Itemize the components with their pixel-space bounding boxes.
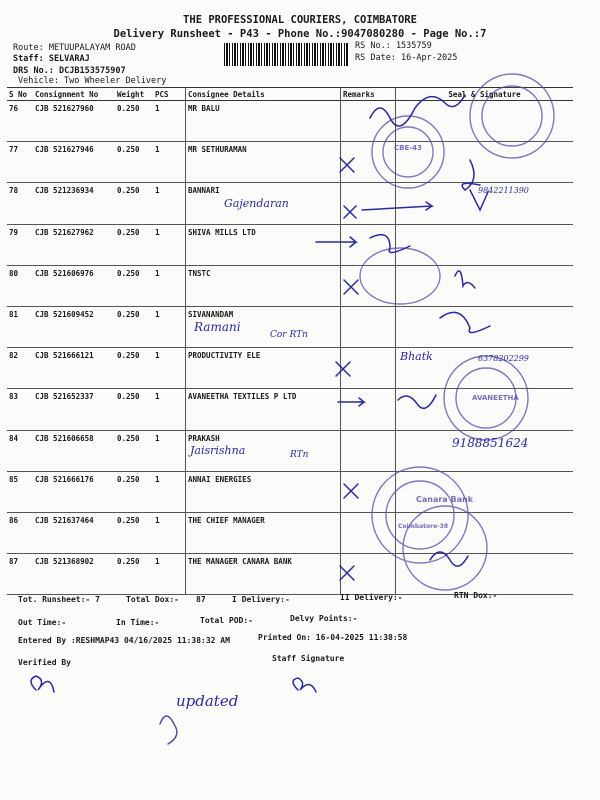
row-consignee: PRODUCTIVITY ELE bbox=[186, 348, 341, 389]
row-pcs: 1 bbox=[153, 554, 186, 595]
row-weight: 0.250 bbox=[115, 348, 153, 389]
row-consignment: CJB 521637464 bbox=[33, 512, 115, 553]
remark-arrow-79 bbox=[316, 237, 356, 247]
signature-76 bbox=[370, 95, 465, 126]
row-weight: 0.250 bbox=[115, 101, 153, 142]
row-consignment: CJB 521666176 bbox=[33, 471, 115, 512]
signature-80 bbox=[455, 271, 475, 288]
handwriting-row82-phone: 6378202299 bbox=[478, 354, 529, 363]
drs-number: DRS No.: DCJB153575907 bbox=[13, 66, 126, 76]
ink-blot bbox=[160, 716, 177, 744]
row-sno: 78 bbox=[7, 183, 33, 224]
remark-arrow-83 bbox=[338, 398, 364, 406]
row-consignment: CJB 521609452 bbox=[33, 306, 115, 347]
handwriting-row81: Ramani bbox=[194, 320, 241, 334]
rs-number: RS No.: 1535759 bbox=[355, 41, 432, 51]
row-weight: 0.250 bbox=[115, 224, 153, 265]
handwriting-row82: Bhatk bbox=[400, 350, 433, 363]
row-consignment: CJB 521627960 bbox=[33, 101, 115, 142]
row-consignee: TNSTC bbox=[186, 265, 341, 306]
row-sno: 83 bbox=[7, 389, 33, 430]
row-weight: 0.250 bbox=[115, 471, 153, 512]
row-consignee: THE MANAGER CANARA BANK bbox=[186, 554, 341, 595]
tot-runsheet: Tot. Runsheet:- 7 bbox=[18, 595, 100, 604]
handwriting-row78: Gajendaran bbox=[224, 197, 289, 210]
remark-x-80 bbox=[344, 280, 358, 294]
row-weight: 0.250 bbox=[115, 183, 153, 224]
row-sno: 86 bbox=[7, 512, 33, 553]
total-pod: Total POD:- bbox=[200, 616, 253, 625]
row-consignee: SIVANANDAM bbox=[186, 306, 341, 347]
row-consignment: CJB 521368902 bbox=[33, 554, 115, 595]
in-time: In Time:- bbox=[116, 618, 160, 627]
staff-signature-mark bbox=[293, 678, 316, 692]
row-pcs: 1 bbox=[153, 389, 186, 430]
row-pcs: 1 bbox=[153, 183, 186, 224]
row-sno: 84 bbox=[7, 430, 33, 471]
ii-delivery: II Delivery:- bbox=[340, 593, 403, 602]
stamp-cbe-inner bbox=[383, 127, 433, 177]
row-consignee: SHIVA MILLS LTD bbox=[186, 224, 341, 265]
stamp-canara bbox=[403, 506, 487, 590]
row-pcs: 1 bbox=[153, 265, 186, 306]
stamp-text-cbe: CBE-43 bbox=[394, 144, 422, 152]
stamp-text-coimbatore: Coimbatore-38 bbox=[398, 523, 449, 530]
row-weight: 0.250 bbox=[115, 389, 153, 430]
row-sno: 87 bbox=[7, 554, 33, 595]
col-remarks: Remarks bbox=[341, 88, 396, 101]
verifier-signature bbox=[31, 676, 54, 692]
row-sno: 81 bbox=[7, 306, 33, 347]
handwriting-row84-note: RTn bbox=[290, 450, 309, 460]
row-consignment: CJB 521627962 bbox=[33, 224, 115, 265]
row-sno: 85 bbox=[7, 471, 33, 512]
row-consignee: ANNAI ENERGIES bbox=[186, 471, 341, 512]
handwriting-updated: updated bbox=[176, 692, 239, 710]
row-pcs: 1 bbox=[153, 224, 186, 265]
signature-79 bbox=[370, 235, 410, 253]
vehicle-label: Vehicle: Two Wheeler Delivery bbox=[18, 76, 167, 86]
row-weight: 0.250 bbox=[115, 512, 153, 553]
handwriting-row84-phone: 9188851624 bbox=[452, 436, 529, 450]
remark-x-87 bbox=[340, 566, 354, 580]
row-pcs: 1 bbox=[153, 142, 186, 183]
total-dox-label: Total Dox:- bbox=[126, 595, 179, 604]
total-dox-value: 87 bbox=[196, 595, 206, 604]
stamp-top-right-inner bbox=[482, 86, 542, 146]
row-consignment: CJB 521236934 bbox=[33, 183, 115, 224]
row-sno: 80 bbox=[7, 265, 33, 306]
row-pcs: 1 bbox=[153, 512, 186, 553]
row-sno: 77 bbox=[7, 142, 33, 183]
verified-by: Verified By bbox=[18, 658, 71, 667]
remark-x-77 bbox=[340, 158, 354, 172]
handwriting-row81-note: Cor RTn bbox=[270, 330, 308, 340]
remark-x-82 bbox=[336, 362, 350, 376]
row-consignment: CJB 521606658 bbox=[33, 430, 115, 471]
row-sno: 79 bbox=[7, 224, 33, 265]
row-consignment: CJB 521627946 bbox=[33, 142, 115, 183]
row-pcs: 1 bbox=[153, 101, 186, 142]
row-pcs: 1 bbox=[153, 430, 186, 471]
remark-78 bbox=[344, 202, 432, 218]
rs-date: RS Date: 16-Apr-2025 bbox=[355, 53, 458, 63]
row-consignee: PRAKASH bbox=[186, 430, 341, 471]
col-consignee: Consignee Details bbox=[186, 88, 341, 101]
row-consignee: MR SETHURAMAN bbox=[186, 142, 341, 183]
stamp-text-canara: Canara Bank bbox=[416, 495, 474, 504]
row-weight: 0.250 bbox=[115, 306, 153, 347]
row-weight: 0.250 bbox=[115, 554, 153, 595]
stamp-faded bbox=[360, 248, 440, 304]
row-consignment: CJB 521606976 bbox=[33, 265, 115, 306]
stamp-text-avaneetha: AVANEETHA bbox=[472, 394, 519, 402]
rtn-dox: RTN Dox:- bbox=[454, 591, 498, 600]
row-weight: 0.250 bbox=[115, 265, 153, 306]
signature-81 bbox=[440, 312, 490, 332]
delvy-points: Delvy Points:- bbox=[290, 614, 358, 623]
runsheet-subtitle: Delivery Runsheet - P43 - Phone No.:9047080280 - Page No.:7 bbox=[113, 28, 487, 40]
handwriting-row84: Jaisrishna bbox=[190, 444, 246, 457]
row-sno: 76 bbox=[7, 101, 33, 142]
col-pcs: PCS bbox=[153, 88, 186, 101]
handwriting-row78-phone: 9842211390 bbox=[478, 186, 529, 195]
row-consignee: MR BALU bbox=[186, 101, 341, 142]
row-weight: 0.250 bbox=[115, 430, 153, 471]
row-pcs: 1 bbox=[153, 348, 186, 389]
col-seal: Seal & Signature bbox=[396, 88, 574, 101]
row-weight: 0.250 bbox=[115, 142, 153, 183]
row-pcs: 1 bbox=[153, 306, 186, 347]
row-consignee: AVANEETHA TEXTILES P LTD bbox=[186, 389, 341, 430]
i-delivery: I Delivery:- bbox=[232, 595, 290, 604]
out-time: Out Time:- bbox=[18, 618, 67, 627]
staff-signature: Staff Signature bbox=[272, 654, 345, 663]
row-sno: 82 bbox=[7, 348, 33, 389]
staff-label: Staff: SELVARAJ bbox=[13, 54, 90, 64]
company-title: THE PROFESSIONAL COURIERS, COIMBATORE bbox=[183, 14, 417, 26]
row-consignment: CJB 521666121 bbox=[33, 348, 115, 389]
route-label: Route: METUUPALAYAM ROAD bbox=[13, 43, 136, 53]
row-pcs: 1 bbox=[153, 471, 186, 512]
row-consignment: CJB 521652337 bbox=[33, 389, 115, 430]
row-consignee: BANNARI bbox=[186, 183, 341, 224]
col-weight: Weight bbox=[115, 88, 153, 101]
remark-x-85 bbox=[344, 484, 358, 498]
entered-by: Entered By :RESHMAP43 04/16/2025 11:38:32 AM bbox=[18, 636, 230, 645]
signature-83 bbox=[398, 395, 436, 408]
col-consignment: Consignment No bbox=[33, 88, 115, 101]
col-sno: S No bbox=[7, 88, 33, 101]
printed-on: Printed On: 16-04-2025 11:38:58 bbox=[258, 633, 408, 642]
row-consignee: THE CHIEF MANAGER bbox=[186, 512, 341, 553]
